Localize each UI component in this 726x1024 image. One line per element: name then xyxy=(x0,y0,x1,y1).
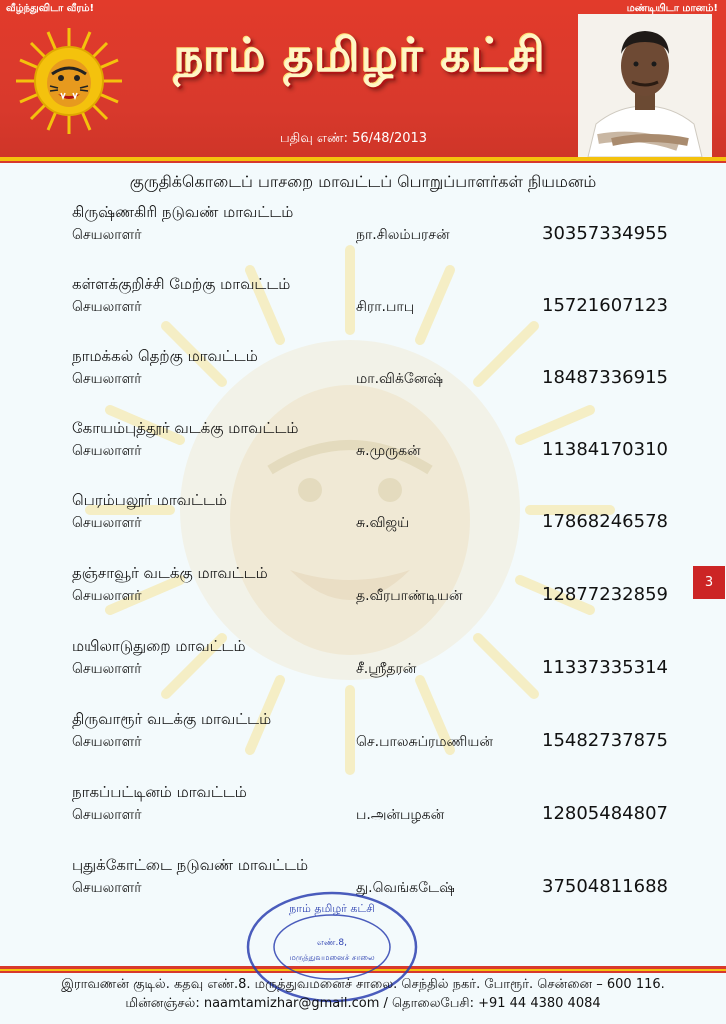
member-id: 15482737875 xyxy=(542,730,668,751)
member-id: 17868246578 xyxy=(542,511,668,532)
appointment-entry xyxy=(72,419,672,479)
appointee-name: சீ.ஸ்ரீதரன் xyxy=(356,661,417,677)
appointment-entry xyxy=(72,783,672,843)
role-label: செயலாளர் xyxy=(72,734,142,750)
header-divider-red xyxy=(0,161,726,163)
appointment-entry xyxy=(72,637,672,697)
role-label: செயலாளர் xyxy=(72,443,142,459)
party-name: நாம் தமிழர் கட்சி xyxy=(174,28,546,82)
tiger-emblem-icon xyxy=(14,26,124,136)
stamp-mid-text: எண்.8, xyxy=(317,938,347,948)
district-name: திருவாரூர் வடக்கு மாவட்டம் xyxy=(72,710,272,728)
member-id: 30357334955 xyxy=(542,223,668,244)
appointment-entry xyxy=(72,564,672,624)
stamp-low-text: மருத்துவமனைச் சாலை xyxy=(289,953,375,962)
member-id: 12877232859 xyxy=(542,584,668,605)
registration-number: பதிவு எண்: 56/48/2013 xyxy=(280,131,428,146)
role-label: செயலாளர் xyxy=(72,807,142,823)
appointee-name: ப.அன்பழகன் xyxy=(356,807,445,823)
role-label: செயலாளர் xyxy=(72,371,142,387)
district-name: புதுக்கோட்டை நடுவண் மாவட்டம் xyxy=(72,856,309,874)
slogan-left: வீழ்ந்துவிடா வீரம்! xyxy=(6,3,95,14)
district-name: கிருஷ்ணகிரி நடுவண் மாவட்டம் xyxy=(72,203,294,221)
district-name: தஞ்சாவூர் வடக்கு மாவட்டம் xyxy=(72,564,268,582)
letterhead-header xyxy=(0,0,726,157)
role-label: செயலாளர் xyxy=(72,880,142,896)
document-title: குருதிக்கொடைப் பாசறை மாவட்டப் பொறுப்பாளர்கள் நியமனம் xyxy=(129,172,597,191)
district-name: நாகப்பட்டினம் மாவட்டம் xyxy=(72,783,247,801)
district-name: கோயம்புத்தூர் வடக்கு மாவட்டம் xyxy=(72,419,299,437)
appointee-name: த.வீரபாண்டியன் xyxy=(356,588,463,604)
appointment-entry xyxy=(72,275,672,335)
page-number-badge: 3 xyxy=(693,566,725,599)
appointee-name: சிரா.பாபு xyxy=(356,299,415,315)
appointee-name: செ.பாலசுப்ரமணியன் xyxy=(356,734,493,750)
appointment-entry xyxy=(72,203,672,263)
role-label: செயலாளர் xyxy=(72,299,142,315)
appointee-name: சு.விஜய் xyxy=(356,515,410,531)
member-id: 12805484807 xyxy=(542,803,668,824)
appointee-name: மா.விக்னேஷ் xyxy=(356,371,444,387)
appointee-name: சு.முருகன் xyxy=(356,443,421,459)
stamp-top-text: நாம் தமிழர் கட்சி xyxy=(289,902,375,915)
appointee-name: து.வெங்கடேஷ் xyxy=(356,880,455,896)
role-label: செயலாளர் xyxy=(72,227,142,243)
slogan-right: மண்டியிடா மானம்! xyxy=(626,3,718,14)
district-name: பெரம்பலூர் மாவட்டம் xyxy=(72,491,227,509)
member-id: 15721607123 xyxy=(542,295,668,316)
footer-address: இராவணன் குடில். கதவு எண்.8. மருத்துவமனைச் சாலை. செந்தில் நகர். போரூர். சென்னை – 600 116. xyxy=(61,977,665,992)
role-label: செயலாளர் xyxy=(72,588,142,604)
member-id: 37504811688 xyxy=(542,876,668,897)
member-id: 18487336915 xyxy=(542,367,668,388)
footer-contact: மின்னஞ்சல்: naamtamizhar@gmail.com / தொலைபேசி: +91 44 4380 4084 xyxy=(125,996,601,1011)
member-id: 11337335314 xyxy=(542,657,668,678)
appointee-name: நா.சிலம்பரசன் xyxy=(356,227,450,243)
district-name: கள்ளக்குறிச்சி மேற்கு மாவட்டம் xyxy=(72,275,291,293)
district-name: மயிலாடுதுறை மாவட்டம் xyxy=(72,637,246,655)
member-id: 11384170310 xyxy=(542,439,668,460)
leader-photo xyxy=(578,14,712,157)
role-label: செயலாளர் xyxy=(72,515,142,531)
district-name: நாமக்கல் தெற்கு மாவட்டம் xyxy=(72,347,258,365)
appointment-entry xyxy=(72,491,672,551)
role-label: செயலாளர் xyxy=(72,661,142,677)
appointment-entry xyxy=(72,347,672,407)
appointment-entry xyxy=(72,710,672,770)
